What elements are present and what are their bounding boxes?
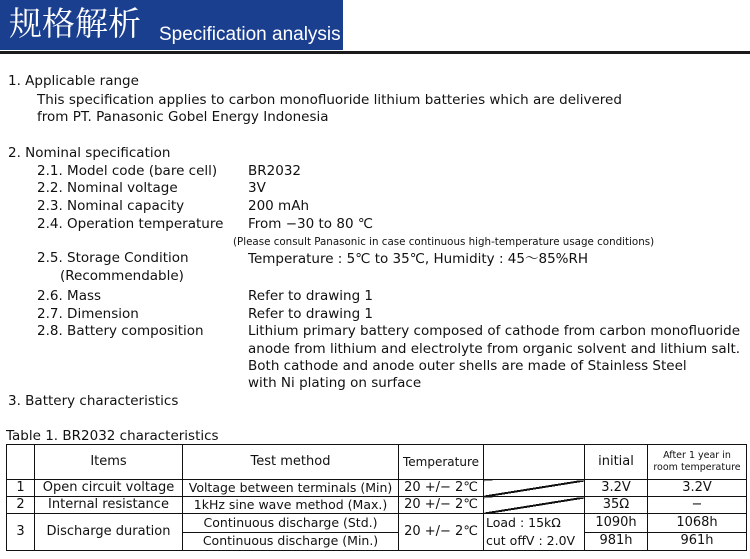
header-temperature: Temperature bbox=[399, 445, 484, 480]
composition-line: Both cathode and anode outer shells are made of Stainless Steel bbox=[248, 358, 687, 374]
cutoff-condition: cut offV : 2.0V bbox=[486, 533, 576, 548]
row-temperature: 20 +/− 2℃ bbox=[399, 514, 484, 551]
table-row bbox=[7, 480, 747, 497]
table-row bbox=[7, 497, 747, 514]
header-condition-cell bbox=[484, 445, 585, 480]
spec-value-voltage: 3V bbox=[248, 180, 266, 196]
spec-label-mass: 2.6. Mass bbox=[37, 288, 102, 304]
row-after-min: 961h bbox=[648, 532, 747, 551]
spec-label-model: 2.1. Model code (bare cell) bbox=[37, 163, 218, 179]
table-caption: Table 1. BR2032 characteristics bbox=[6, 428, 219, 444]
row-initial: 3.2V bbox=[585, 480, 648, 497]
title-english: Specification analysis bbox=[159, 24, 341, 45]
header-divider bbox=[0, 51, 750, 54]
section-1-text-line: This specification applies to carbon monofluoride lithium batteries which are delivered bbox=[37, 92, 622, 108]
composition-line: with Ni plating on surface bbox=[248, 375, 422, 391]
title-chinese: 规格解析 bbox=[9, 4, 141, 43]
row-method: Voltage between terminals (Min) bbox=[183, 480, 399, 497]
spec-value-operation-temp: From −30 to 80 ℃ bbox=[248, 216, 373, 232]
table-row bbox=[7, 514, 747, 533]
spec-label-storage: 2.5. Storage Condition bbox=[37, 250, 189, 266]
row-initial: 35Ω bbox=[585, 497, 648, 514]
section-1-heading: 1. Applicable range bbox=[8, 73, 139, 89]
spec-value-composition: Lithium primary battery composed of cathode from carbon monofluoride bbox=[248, 323, 741, 339]
header-initial: initial bbox=[585, 445, 648, 480]
row-initial-std: 1090h bbox=[585, 514, 648, 533]
section-title-banner bbox=[0, 0, 343, 50]
section-3-heading: 3. Battery characteristics bbox=[8, 393, 179, 409]
section-2-heading: 2. Nominal specification bbox=[8, 145, 171, 161]
row-after-std: 1068h bbox=[648, 514, 747, 533]
row-after: 3.2V bbox=[648, 480, 747, 497]
row-initial-min: 981h bbox=[585, 532, 648, 551]
characteristics-table bbox=[6, 444, 747, 551]
row-number: 3 bbox=[7, 514, 35, 551]
spec-label-operation-temp: 2.4. Operation temperature bbox=[37, 216, 224, 232]
spec-label-composition: 2.8. Battery composition bbox=[37, 323, 204, 339]
spec-label-capacity: 2.3. Nominal capacity bbox=[37, 198, 185, 214]
storage-sublabel: (Recommendable) bbox=[60, 268, 184, 284]
row-method-std: Continuous discharge (Std.) bbox=[183, 514, 399, 533]
row-item: Open circuit voltage bbox=[35, 480, 183, 497]
header-after-one-year: After 1 year in room temperature bbox=[648, 445, 747, 480]
operation-temp-note: (Please consult Panasonic in case continuous high-temperature usage conditions) bbox=[233, 236, 655, 248]
spec-label-voltage: 2.2. Nominal voltage bbox=[37, 180, 178, 196]
row-temperature: 20 +/− 2℃ bbox=[399, 480, 484, 497]
row-condition-na bbox=[484, 480, 585, 497]
row-number: 2 bbox=[7, 497, 35, 514]
header-no-cell bbox=[7, 445, 35, 480]
row-method: 1kHz sine wave method (Max.) bbox=[183, 497, 399, 514]
row-method-min: Continuous discharge (Min.) bbox=[183, 532, 399, 551]
section-1-text-line: from PT. Panasonic Gobel Energy Indonesia bbox=[37, 109, 329, 125]
row-number: 1 bbox=[7, 480, 35, 497]
row-temperature: 20 +/− 2℃ bbox=[399, 497, 484, 514]
spec-value-model: BR2032 bbox=[248, 163, 301, 179]
spec-label-dimension: 2.7. Dimension bbox=[37, 306, 139, 322]
spec-value-storage: Temperature : 5℃ to 35℃, Humidity : 45～85%RH bbox=[248, 251, 589, 267]
spec-value-capacity: 200 mAh bbox=[248, 198, 310, 214]
spec-value-dimension: Refer to drawing 1 bbox=[248, 306, 374, 322]
table-header-row bbox=[7, 445, 747, 480]
row-after: − bbox=[648, 497, 747, 514]
header-items: Items bbox=[35, 445, 183, 480]
row-discharge-conditions bbox=[484, 514, 585, 551]
composition-line: anode from lithium and electrolyte from organic solvent and lithium salt. bbox=[248, 341, 741, 357]
row-condition-na bbox=[484, 497, 585, 514]
spec-value-mass: Refer to drawing 1 bbox=[248, 288, 374, 304]
load-condition: Load : 15kΩ bbox=[486, 515, 561, 530]
header-test-method: Test method bbox=[183, 445, 399, 480]
row-item: Internal resistance bbox=[35, 497, 183, 514]
row-item: Discharge duration bbox=[35, 514, 183, 551]
